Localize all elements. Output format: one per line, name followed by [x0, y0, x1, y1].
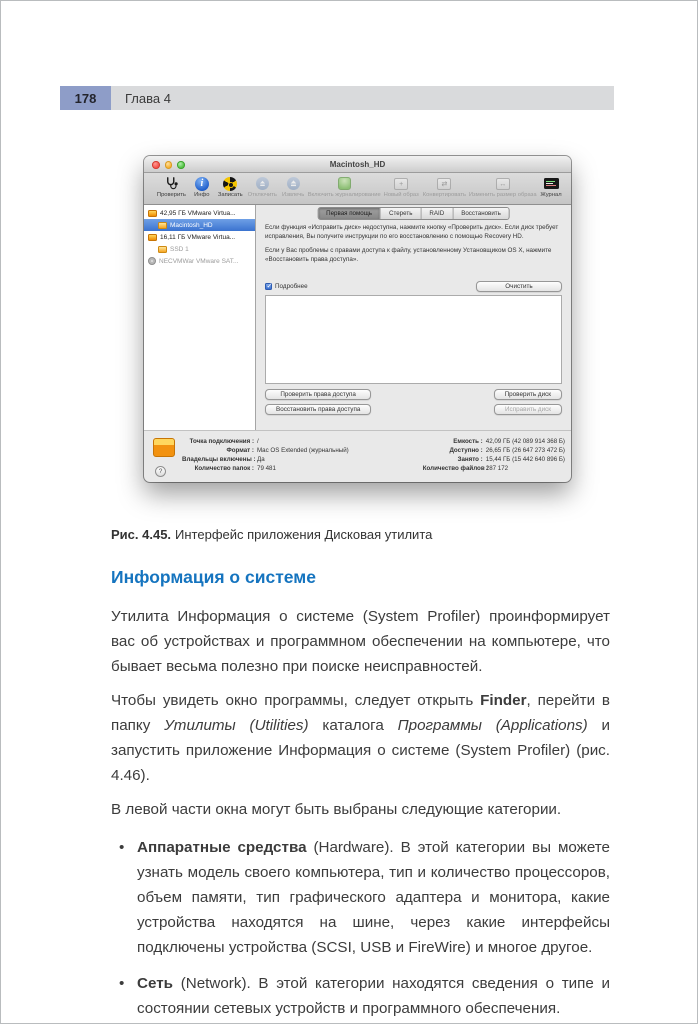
- first-aid-description: [265, 224, 562, 270]
- tab-erase[interactable]: Стереть: [381, 208, 421, 219]
- action-buttons: [265, 389, 562, 415]
- optical-drive-icon: [148, 257, 156, 265]
- list-item: • Сеть (Network). В этой категории находятся сведения о типе и состоянии сетевых устройств и программного обеспечения.: [111, 971, 610, 1021]
- toolbar-resize-image: [468, 176, 537, 198]
- category-list: [111, 835, 610, 1021]
- details-checkbox-label: Подробнее: [275, 282, 308, 290]
- sidebar-item-label: 42,95 ГБ VMware Virtua...: [160, 209, 236, 217]
- toolbar-label: Журнал: [540, 192, 562, 198]
- journal-icon: [338, 176, 351, 191]
- info-icon: i: [195, 176, 209, 191]
- verify-permissions-button[interactable]: Проверить права доступа: [265, 389, 371, 400]
- resize-image-icon: ↔: [496, 176, 510, 191]
- info-label: Количество папок :: [194, 465, 254, 472]
- page-number: 178: [60, 86, 111, 110]
- toolbar-info[interactable]: [192, 176, 212, 198]
- volume-info-left: [182, 438, 415, 473]
- info-value: 287 172: [485, 465, 509, 472]
- sidebar-item-ssd1[interactable]: [144, 243, 255, 255]
- tab-raid[interactable]: RAID: [421, 208, 453, 219]
- sidebar-item-label: 16,11 ГБ VMware Virtua...: [160, 233, 236, 241]
- tab-restore[interactable]: Восстановить: [453, 208, 509, 219]
- device-sidebar: [144, 205, 256, 430]
- toolbar-log[interactable]: [541, 176, 561, 198]
- window-titlebar[interactable]: [144, 156, 571, 173]
- paragraph: В левой части окна могут быть выбраны следующие категории.: [111, 801, 562, 818]
- internal-disk-icon: [148, 234, 157, 241]
- repair-disk-button: Исправить диск: [494, 404, 562, 415]
- repair-permissions-button[interactable]: Восстановить права доступа: [265, 404, 371, 415]
- toolbar-enable-journaling: [307, 176, 381, 198]
- toolbar-label: Отключить: [247, 192, 277, 198]
- toolbar-label: Новый образ: [383, 192, 419, 198]
- details-row: [265, 280, 562, 292]
- toolbar-label: Записать: [217, 192, 243, 198]
- sidebar-item-optical-drive[interactable]: [144, 255, 255, 267]
- disk-utility-window: [144, 156, 571, 482]
- info-label: Занято :: [457, 456, 483, 463]
- burn-icon: [223, 176, 237, 191]
- eject-icon: [287, 176, 300, 191]
- details-checkbox[interactable]: [265, 283, 272, 290]
- window-body: [144, 205, 571, 430]
- toolbar-new-image: [385, 176, 417, 198]
- tab-first-aid[interactable]: Первая помощь: [318, 208, 381, 219]
- info-value: 79 481: [257, 465, 276, 472]
- sidebar-item-label: NECVMWar VMware SAT...: [159, 257, 239, 265]
- toolbar-unmount: [249, 176, 276, 198]
- tab-bar: [317, 207, 510, 220]
- log-icon: [544, 176, 559, 191]
- running-header: [60, 86, 614, 110]
- toolbar-verify[interactable]: [158, 176, 185, 198]
- figure-caption-text: Интерфейс приложения Дисковая утилита: [175, 527, 433, 542]
- main-pane: [256, 205, 571, 430]
- figure-caption-number: Рис. 4.45.: [111, 527, 172, 542]
- description-paragraph: Если функция «Исправить диск» недоступна, нажмите кнопку «Проверить диск». Если диск требует исправления, Вы получите инструкции по его восстановлению с помощью Recovery HD.: [265, 224, 559, 240]
- info-value: Да: [257, 456, 265, 463]
- internal-disk-icon: [148, 210, 157, 217]
- info-value: /: [257, 438, 259, 445]
- volume-info-bar: [144, 430, 571, 482]
- list-item: • Аппаратные средства (Hardware). В этой категории вы можете узнать модель своего компьютера, тип и количество процессоров, объем памяти, тип графического адаптера и монитора, какие устройства находятся на шине, через какие интерфейсы подключены устройства (SCSI, USB и FireWire) и многое другое.: [111, 835, 610, 960]
- output-log-area: [265, 295, 562, 384]
- help-button[interactable]: ?: [155, 466, 166, 477]
- toolbar-convert: [422, 176, 467, 198]
- unmount-icon: [256, 176, 269, 191]
- toolbar-label: Проверить: [156, 192, 186, 198]
- sidebar-item-label: Macintosh_HD: [170, 221, 213, 229]
- new-image-icon: +: [394, 176, 408, 191]
- disk-buttons: [494, 389, 562, 415]
- figure-caption: [111, 527, 611, 542]
- sidebar-item-macintosh-hd[interactable]: [144, 219, 255, 231]
- sidebar-item-label: SSD 1: [170, 245, 189, 253]
- verify-disk-button[interactable]: Проверить диск: [494, 389, 562, 400]
- info-value: 42,09 ГБ (42 089 914 368 Б): [485, 438, 565, 445]
- toolbar-label: Конвертировать: [422, 192, 467, 198]
- first-aid-icon: [164, 176, 179, 191]
- info-label: Владельцы включены :: [182, 456, 256, 463]
- toolbar-label: Изменить размер образа: [468, 192, 537, 198]
- volume-icon: [158, 222, 167, 229]
- sidebar-item-disk2[interactable]: [144, 231, 255, 243]
- paragraph: Утилита Информация о системе (System Profiler) проинформирует вас об устройствах и программном обеспечении на компьютере, что бывает весьма полезно при поиске неисправностей.: [111, 608, 610, 675]
- volume-icon: [158, 246, 167, 253]
- volume-badge-icon: [153, 438, 175, 457]
- volume-info: [182, 438, 565, 473]
- info-label: Доступно :: [449, 447, 483, 454]
- toolbar-label: Извлечь: [282, 192, 305, 198]
- clear-button[interactable]: Очистить: [476, 281, 562, 292]
- toolbar-label: Инфо: [194, 192, 210, 198]
- convert-icon: ⇄: [437, 176, 451, 191]
- volume-info-right: [423, 438, 565, 473]
- info-label: Количество файлов :: [422, 465, 489, 472]
- info-value: Mac OS Extended (журнальный): [257, 447, 349, 454]
- permissions-buttons: [265, 389, 371, 415]
- toolbar: [144, 173, 571, 205]
- info-value: 15,44 ГБ (15 442 640 896 Б): [485, 456, 565, 463]
- chapter-title: Глава 4: [111, 86, 614, 110]
- toolbar-burn[interactable]: [219, 176, 242, 198]
- info-label: Точка подключения :: [189, 438, 254, 445]
- sidebar-item-disk1[interactable]: [144, 207, 255, 219]
- toolbar-label: Включить журналирование: [307, 192, 381, 198]
- info-value: 26,65 ГБ (26 647 273 472 Б): [485, 447, 565, 454]
- window-title: Macintosh_HD: [329, 160, 386, 169]
- article: [111, 567, 610, 1024]
- paragraph: Чтобы увидеть окно программы, следует открыть Finder, перейти в папку Утилиты (Utilities) каталога Программы (Applications) и запустить приложение Информация о системе (System Profiler) (рис. 4.46).: [111, 692, 610, 784]
- info-label: Формат :: [226, 447, 254, 454]
- toolbar-eject: [283, 176, 304, 198]
- info-label: Емкость :: [453, 438, 483, 445]
- description-paragraph: Если у Вас проблемы с правами доступа к файлу, установленному Установщиком OS X, нажмите «Восстановить права доступа».: [265, 247, 552, 263]
- section-heading: Информация о системе: [111, 567, 316, 587]
